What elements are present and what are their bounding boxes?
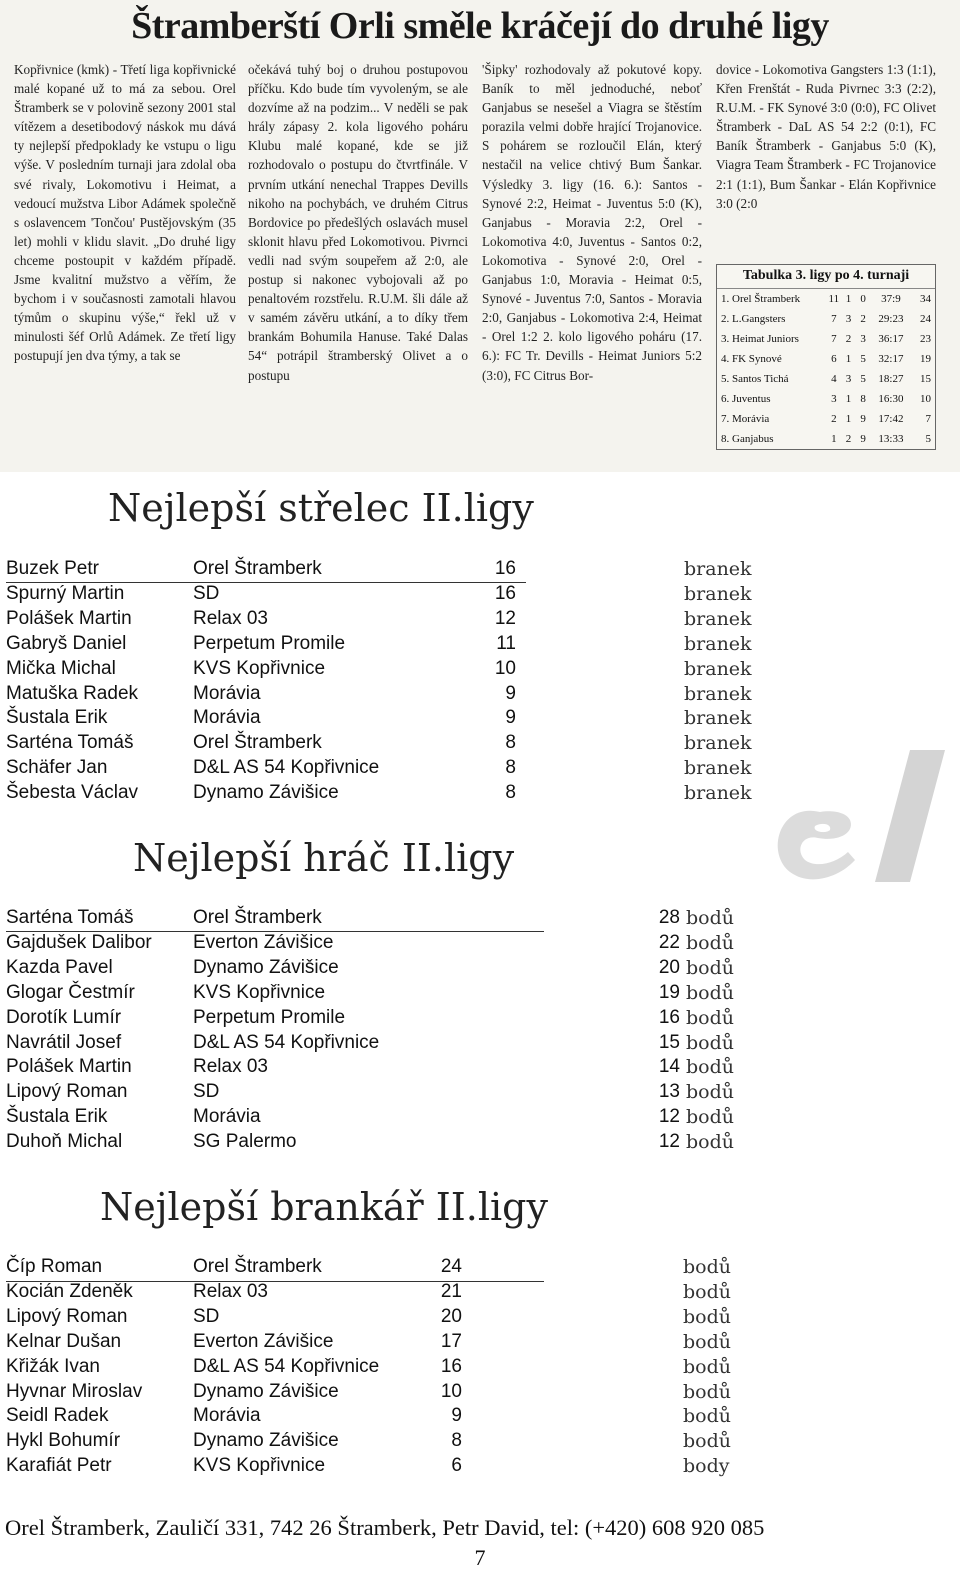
- player-name: Gabryš Daniel: [6, 632, 127, 654]
- stat-value: 2: [860, 313, 866, 325]
- club-name: Dynamo Závišice: [193, 1430, 339, 1452]
- score: 36:17: [878, 333, 904, 345]
- article-column-2: [248, 60, 468, 385]
- unit-label: bodů: [683, 1280, 732, 1303]
- player-name: Glogar Čestmír: [6, 981, 135, 1003]
- stat-value: 1: [845, 353, 852, 365]
- stat-value: 13: [658, 1081, 680, 1103]
- stat-value: 24: [440, 1256, 462, 1277]
- players-divider: [6, 931, 544, 932]
- article-column-4: [716, 60, 936, 213]
- unit-label: bodů: [683, 1405, 732, 1428]
- score: 18:27: [878, 373, 904, 385]
- article-text: 'Šipky' rozhodovaly až pokutové kopy. Baník to měl jednoduché, neboť Ganjabus se nesešel a Viagra se štěstím porazila velmi dobře hrající Trojanovice. S pohárem se rozloučil Elán, který nestačil na velice chtivý Bum Šankar. Výsledky 3. ligy (16. 6.): Santos - Synové 2:2, Heimat - Juventus 5:0 (K), Ganjabus - Moravia 2:2, Orel - Lokomotiva 4:0, Juventus - Santos 0:2, Lokomotiva - Synové 2:0, Orel - Ganjabus 1:0, Moravia - Heimat 0:5, Synové - Juventus 7:0, Santos - Moravia 2:0, Ganjabus - Lokomotiva 2:4, Heimat - Orel 1:2 2. kolo ligového poháru (17. 6.): FC Tr. Devills - Heimat Juniors 5:2 (3:0), FC Citrus Bor-: [482, 62, 702, 383]
- player-name: Kelnar Dušan: [6, 1330, 122, 1352]
- player-name: Polášek Martin: [6, 607, 132, 629]
- unit-label: bodů: [686, 1081, 735, 1104]
- league-table-body: [717, 289, 935, 449]
- unit-label: branek: [684, 782, 752, 805]
- player-name: Kocián Zdeněk: [6, 1280, 133, 1302]
- player-name: Mička Michal: [6, 657, 116, 679]
- club-name: Perpetum Promile: [193, 632, 346, 654]
- club-name: Everton Závišice: [193, 931, 334, 953]
- stat-value: 9: [505, 682, 516, 704]
- unit-label: branek: [684, 558, 752, 580]
- stat-value: 7: [831, 313, 837, 325]
- scorers-row: [6, 683, 766, 708]
- club-name: Relax 03: [193, 1280, 268, 1302]
- unit-label: branek: [684, 607, 752, 630]
- unit-label: bodů: [686, 907, 735, 929]
- team-name: 8. Ganjabus: [721, 433, 774, 445]
- stat-value: 5: [860, 373, 866, 385]
- scorers-row: [6, 757, 766, 782]
- unit-label: bodů: [683, 1256, 732, 1278]
- player-name: Buzek Petr: [6, 558, 99, 579]
- team-name: 2. L.Gangsters: [721, 313, 786, 325]
- player-name: Sarténa Tomáš: [6, 732, 134, 754]
- team-name: 5. Santos Tichá: [721, 373, 789, 385]
- keepers-title: Nejlepší brankář II.ligy: [100, 1185, 548, 1229]
- stat-value: 7: [831, 333, 837, 345]
- points: 7: [925, 413, 931, 425]
- stat-value: 2: [831, 413, 837, 425]
- scorers-row: [6, 583, 766, 608]
- keepers-row: [6, 1256, 766, 1281]
- stat-value: 28: [658, 907, 680, 928]
- player-name: Sarténa Tomáš: [6, 907, 134, 928]
- stat-value: 8: [505, 757, 516, 779]
- keepers-row: [6, 1405, 766, 1430]
- player-name: Kazda Pavel: [6, 956, 113, 978]
- scorers-title: Nejlepší střelec II.ligy: [108, 486, 534, 530]
- club-name: Relax 03: [193, 1056, 268, 1078]
- points: 10: [920, 393, 931, 405]
- stat-value: 9: [451, 1405, 462, 1427]
- stat-value: 19: [658, 981, 680, 1003]
- players-row: [6, 1131, 766, 1156]
- unit-label: bodů: [686, 956, 735, 979]
- points: 19: [920, 353, 931, 365]
- league-table-row: [717, 329, 935, 349]
- player-name: Hykl Bohumír: [6, 1430, 121, 1452]
- club-name: SD: [193, 582, 220, 604]
- player-name: Lipový Roman: [6, 1081, 128, 1103]
- stat-value: 11: [496, 632, 516, 654]
- club-name: KVS Kopřivnice: [193, 1455, 326, 1477]
- stat-value: 16: [440, 1355, 462, 1377]
- stat-value: 1: [831, 433, 837, 445]
- article-column-3: [482, 60, 702, 385]
- club-name: Orel Štramberk: [193, 1256, 322, 1277]
- scorers-row: [6, 658, 766, 683]
- player-name: Šustala Erik: [6, 707, 108, 729]
- player-name: Duhoň Michal: [6, 1131, 123, 1153]
- stat-value: 15: [658, 1031, 680, 1053]
- stat-value: 17: [440, 1330, 462, 1352]
- scorers-row: [6, 782, 766, 807]
- keepers-row: [6, 1430, 766, 1455]
- club-name: D&L AS 54 Kopřivnice: [193, 1031, 380, 1053]
- points: 5: [925, 433, 931, 445]
- league-table-row: [717, 389, 935, 409]
- stat-value: 1: [845, 413, 852, 425]
- stat-value: 3: [845, 373, 852, 385]
- unit-label: branek: [684, 632, 752, 655]
- unit-label: bodů: [686, 1006, 735, 1029]
- league-table-row: [717, 289, 935, 309]
- player-name: Schäfer Jan: [6, 757, 108, 779]
- scorers-row: [6, 558, 766, 583]
- league-table: [716, 264, 936, 450]
- unit-label: branek: [684, 757, 752, 780]
- el-logo-watermark: [760, 742, 950, 892]
- player-name: Lipový Roman: [6, 1305, 128, 1327]
- stat-value: 21: [440, 1280, 462, 1302]
- unit-label: bodů: [683, 1430, 732, 1453]
- points: 23: [920, 333, 931, 345]
- club-name: Morávia: [193, 1106, 261, 1128]
- scorers-row: [6, 608, 766, 633]
- player-name: Šustala Erik: [6, 1106, 108, 1128]
- players-row: [6, 1081, 766, 1106]
- club-name: Orel Štramberk: [193, 732, 322, 754]
- club-name: Dynamo Závišice: [193, 1380, 339, 1402]
- team-name: 3. Heimat Juniors: [721, 333, 799, 345]
- club-name: Everton Závišice: [193, 1330, 334, 1352]
- scorers-row: [6, 707, 766, 732]
- article-text: očekává tuhý boj o druhou postupovou příčku. Kdo bude tím vyvoleným, se ale dozvíme až na podzim... V neděli se pak hrály zápasy 2. kola ligového poháru Klubu malé kopané, kde se již rozhodovalo o postupu do čtvrtfinále. V prvním utkání nenechal Trappes Devills nikoho na pochybách, ve druhém Citrus Bordovice po předešlých oslavách musel sklonit hlavu před Lokomotivou. Pivrnci vedli nad svým soupeřem až 2:0, ale postup si nakonec vybojovali až po penaltovém rozstřelu. R.U.M. šli dále až v samém závěru utkání, a to díky třem brankám Bohumila Hanuse. Také Dalas 54“ potrápil štramberský Olivet a o postupu: [248, 62, 468, 383]
- stat-value: 11: [828, 293, 840, 305]
- page-number: 7: [474, 1545, 486, 1570]
- player-name: Navrátil Josef: [6, 1031, 122, 1053]
- stat-value: 9: [860, 413, 866, 425]
- keepers-row: [6, 1356, 766, 1381]
- player-name: Karafiát Petr: [6, 1455, 112, 1477]
- unit-label: branek: [684, 657, 752, 680]
- player-name: Polášek Martin: [6, 1056, 132, 1078]
- player-name: Dorotík Lumír: [6, 1006, 122, 1028]
- club-name: Orel Štramberk: [193, 907, 322, 928]
- footer-contact: Orel Štramberk, Zauličí 331, 742 26 Štramberk, Petr David, tel: (+420) 608 920 085: [5, 1515, 765, 1540]
- unit-label: bodů: [686, 1106, 735, 1129]
- stat-value: 1: [845, 393, 852, 405]
- team-name: 1. Orel Štramberk: [721, 293, 801, 305]
- player-name: Číp Roman: [6, 1256, 103, 1277]
- league-table-row: [717, 409, 935, 429]
- stat-value: 2: [845, 333, 852, 345]
- club-name: KVS Kopřivnice: [193, 981, 326, 1003]
- score: 16:30: [878, 393, 904, 405]
- players-row: [6, 1106, 766, 1131]
- unit-label: bodů: [683, 1355, 732, 1378]
- stat-value: 10: [440, 1380, 462, 1402]
- club-name: SD: [193, 1081, 220, 1103]
- club-name: Perpetum Promile: [193, 1006, 346, 1028]
- player-name: Šebesta Václav: [6, 782, 139, 804]
- player-name: Gajdušek Dalibor: [6, 931, 152, 953]
- scorers-row: [6, 732, 766, 757]
- article-column-1: [14, 60, 236, 366]
- stat-value: 8: [451, 1430, 462, 1452]
- stat-value: 1: [845, 293, 852, 305]
- points: 15: [920, 373, 931, 385]
- stat-value: 16: [658, 1006, 680, 1028]
- club-name: SG Palermo: [193, 1131, 297, 1153]
- article-text: Kopřivnice (kmk) - Třetí liga kopřivnické malé kopané už to má za sebou. Orel Štramberk se v polovině sezony 2001 stal vítězem a desetibodový náskok mu dává ty nejlepší předpoklady ke vstupu o ligu výše. V posledním turnaji jara zdolal oba své rivaly, Lokomotivu i Heimat, a vedoucí mužstva Libor Adámek společně s oslavencem 'Tončou' Pustějovským (35 let) mohli v klidu slavit. „Do druhé ligy chceme postoupit v každém případě. Jsme kvalitní mužstvo a věřím, že bychom i v současnosti zamotali hlavou týmům o skupinu výše,“ řekl už v minulosti šéf Orlů Adámek. Ze třetí ligy postupují jen dva týmy, a tak se: [14, 62, 236, 364]
- article-text: dovice - Lokomotiva Gangsters 1:3 (1:1), Křen Frenštát - Ruda Pivrnec 3:3 (2:2), R.U.M. - FK Synové 3:0 (0:0), FC Olivet Štramberk - DaL AS 54 2:2 (0:1), FC Baník Štramberk - Ganjabus 5:0 (K), Viagra Team Štramberk - FC Trojanovice 2:1 (1:1), Bum Šankar - Elán Kopřivnice 3:0 (2:0: [716, 62, 936, 211]
- player-name: Křižák Ivan: [6, 1355, 100, 1377]
- stat-value: 4: [831, 373, 837, 385]
- unit-label: body: [683, 1455, 730, 1478]
- club-name: Dynamo Závišice: [193, 782, 339, 804]
- unit-label: bodů: [683, 1305, 732, 1328]
- keepers-row: [6, 1281, 766, 1306]
- stat-value: 2: [845, 433, 852, 445]
- scorers-row: [6, 633, 766, 658]
- player-name: Seidl Radek: [6, 1405, 109, 1427]
- unit-label: bodů: [686, 931, 735, 954]
- stat-value: 14: [658, 1056, 680, 1078]
- keepers-divider: [6, 1281, 544, 1282]
- article-headline: Štramberští Orli směle kráčejí do druhé ligy: [131, 5, 829, 47]
- stat-value: 9: [505, 707, 516, 729]
- score: 37:9: [881, 293, 901, 305]
- stat-value: 16: [494, 558, 516, 579]
- keepers-row: [6, 1381, 766, 1406]
- unit-label: bodů: [686, 1131, 735, 1154]
- players-title: Nejlepší hráč II.ligy: [133, 836, 515, 880]
- stat-value: 6: [831, 353, 837, 365]
- club-name: Dynamo Závišice: [193, 956, 339, 978]
- league-table-row: [717, 429, 935, 449]
- club-name: Orel Štramberk: [193, 558, 322, 579]
- unit-label: bodů: [686, 1056, 735, 1079]
- league-table-row: [717, 349, 935, 369]
- stat-value: 3: [831, 393, 837, 405]
- score: 29:23: [878, 313, 904, 325]
- stat-value: 0: [860, 293, 866, 305]
- players-row: [6, 932, 766, 957]
- scorers-divider: [6, 582, 526, 583]
- stat-value: 9: [860, 433, 866, 445]
- unit-label: bodů: [686, 1031, 735, 1054]
- stat-value: 3: [845, 313, 852, 325]
- unit-label: bodů: [683, 1380, 732, 1403]
- stat-value: 10: [494, 657, 516, 679]
- score: 32:17: [878, 353, 904, 365]
- club-name: SD: [193, 1305, 220, 1327]
- stat-value: 12: [658, 1131, 680, 1153]
- players-row: [6, 982, 766, 1007]
- stat-value: 8: [860, 393, 866, 405]
- club-name: D&L AS 54 Kopřivnice: [193, 1355, 380, 1377]
- league-table-row: [717, 309, 935, 329]
- player-name: Matuška Radek: [6, 682, 139, 704]
- player-name: Spurný Martin: [6, 582, 125, 604]
- stat-value: 8: [505, 732, 516, 754]
- stat-value: 5: [860, 353, 866, 365]
- stat-value: 22: [658, 931, 680, 953]
- club-name: D&L AS 54 Kopřivnice: [193, 757, 380, 779]
- stat-value: 6: [451, 1455, 462, 1477]
- stat-value: 16: [494, 582, 516, 604]
- points: 24: [920, 313, 931, 325]
- club-name: Morávia: [193, 707, 261, 729]
- player-name: Hyvnar Miroslav: [6, 1380, 143, 1402]
- keepers-row: [6, 1455, 766, 1480]
- unit-label: branek: [684, 707, 752, 730]
- players-row: [6, 1056, 766, 1081]
- stat-value: 20: [658, 956, 680, 978]
- points: 34: [920, 293, 931, 305]
- players-row: [6, 907, 766, 932]
- team-name: 6. Juventus: [721, 393, 771, 405]
- league-table-row: [717, 369, 935, 389]
- stat-value: 3: [860, 333, 866, 345]
- players-row: [6, 957, 766, 982]
- team-name: 7. Morávia: [721, 413, 770, 425]
- club-name: KVS Kopřivnice: [193, 657, 326, 679]
- club-name: Relax 03: [193, 607, 268, 629]
- unit-label: branek: [684, 582, 752, 605]
- league-table-title: Tabulka 3. ligy po 4. turnaji: [717, 265, 935, 289]
- keepers-row: [6, 1331, 766, 1356]
- score: 13:33: [878, 433, 904, 445]
- club-name: Morávia: [193, 1405, 261, 1427]
- newspaper-clipping: [0, 0, 960, 472]
- stat-value: 20: [440, 1305, 462, 1327]
- players-row: [6, 1032, 766, 1057]
- team-name: 4. FK Synové: [721, 353, 782, 365]
- keepers-row: [6, 1306, 766, 1331]
- unit-label: bodů: [686, 981, 735, 1004]
- stat-value: 12: [494, 607, 516, 629]
- club-name: Morávia: [193, 682, 261, 704]
- players-row: [6, 1007, 766, 1032]
- stat-value: 12: [658, 1106, 680, 1128]
- unit-label: bodů: [683, 1330, 732, 1353]
- stat-value: 8: [505, 782, 516, 804]
- score: 17:42: [878, 413, 904, 425]
- unit-label: branek: [684, 732, 752, 755]
- unit-label: branek: [684, 682, 752, 705]
